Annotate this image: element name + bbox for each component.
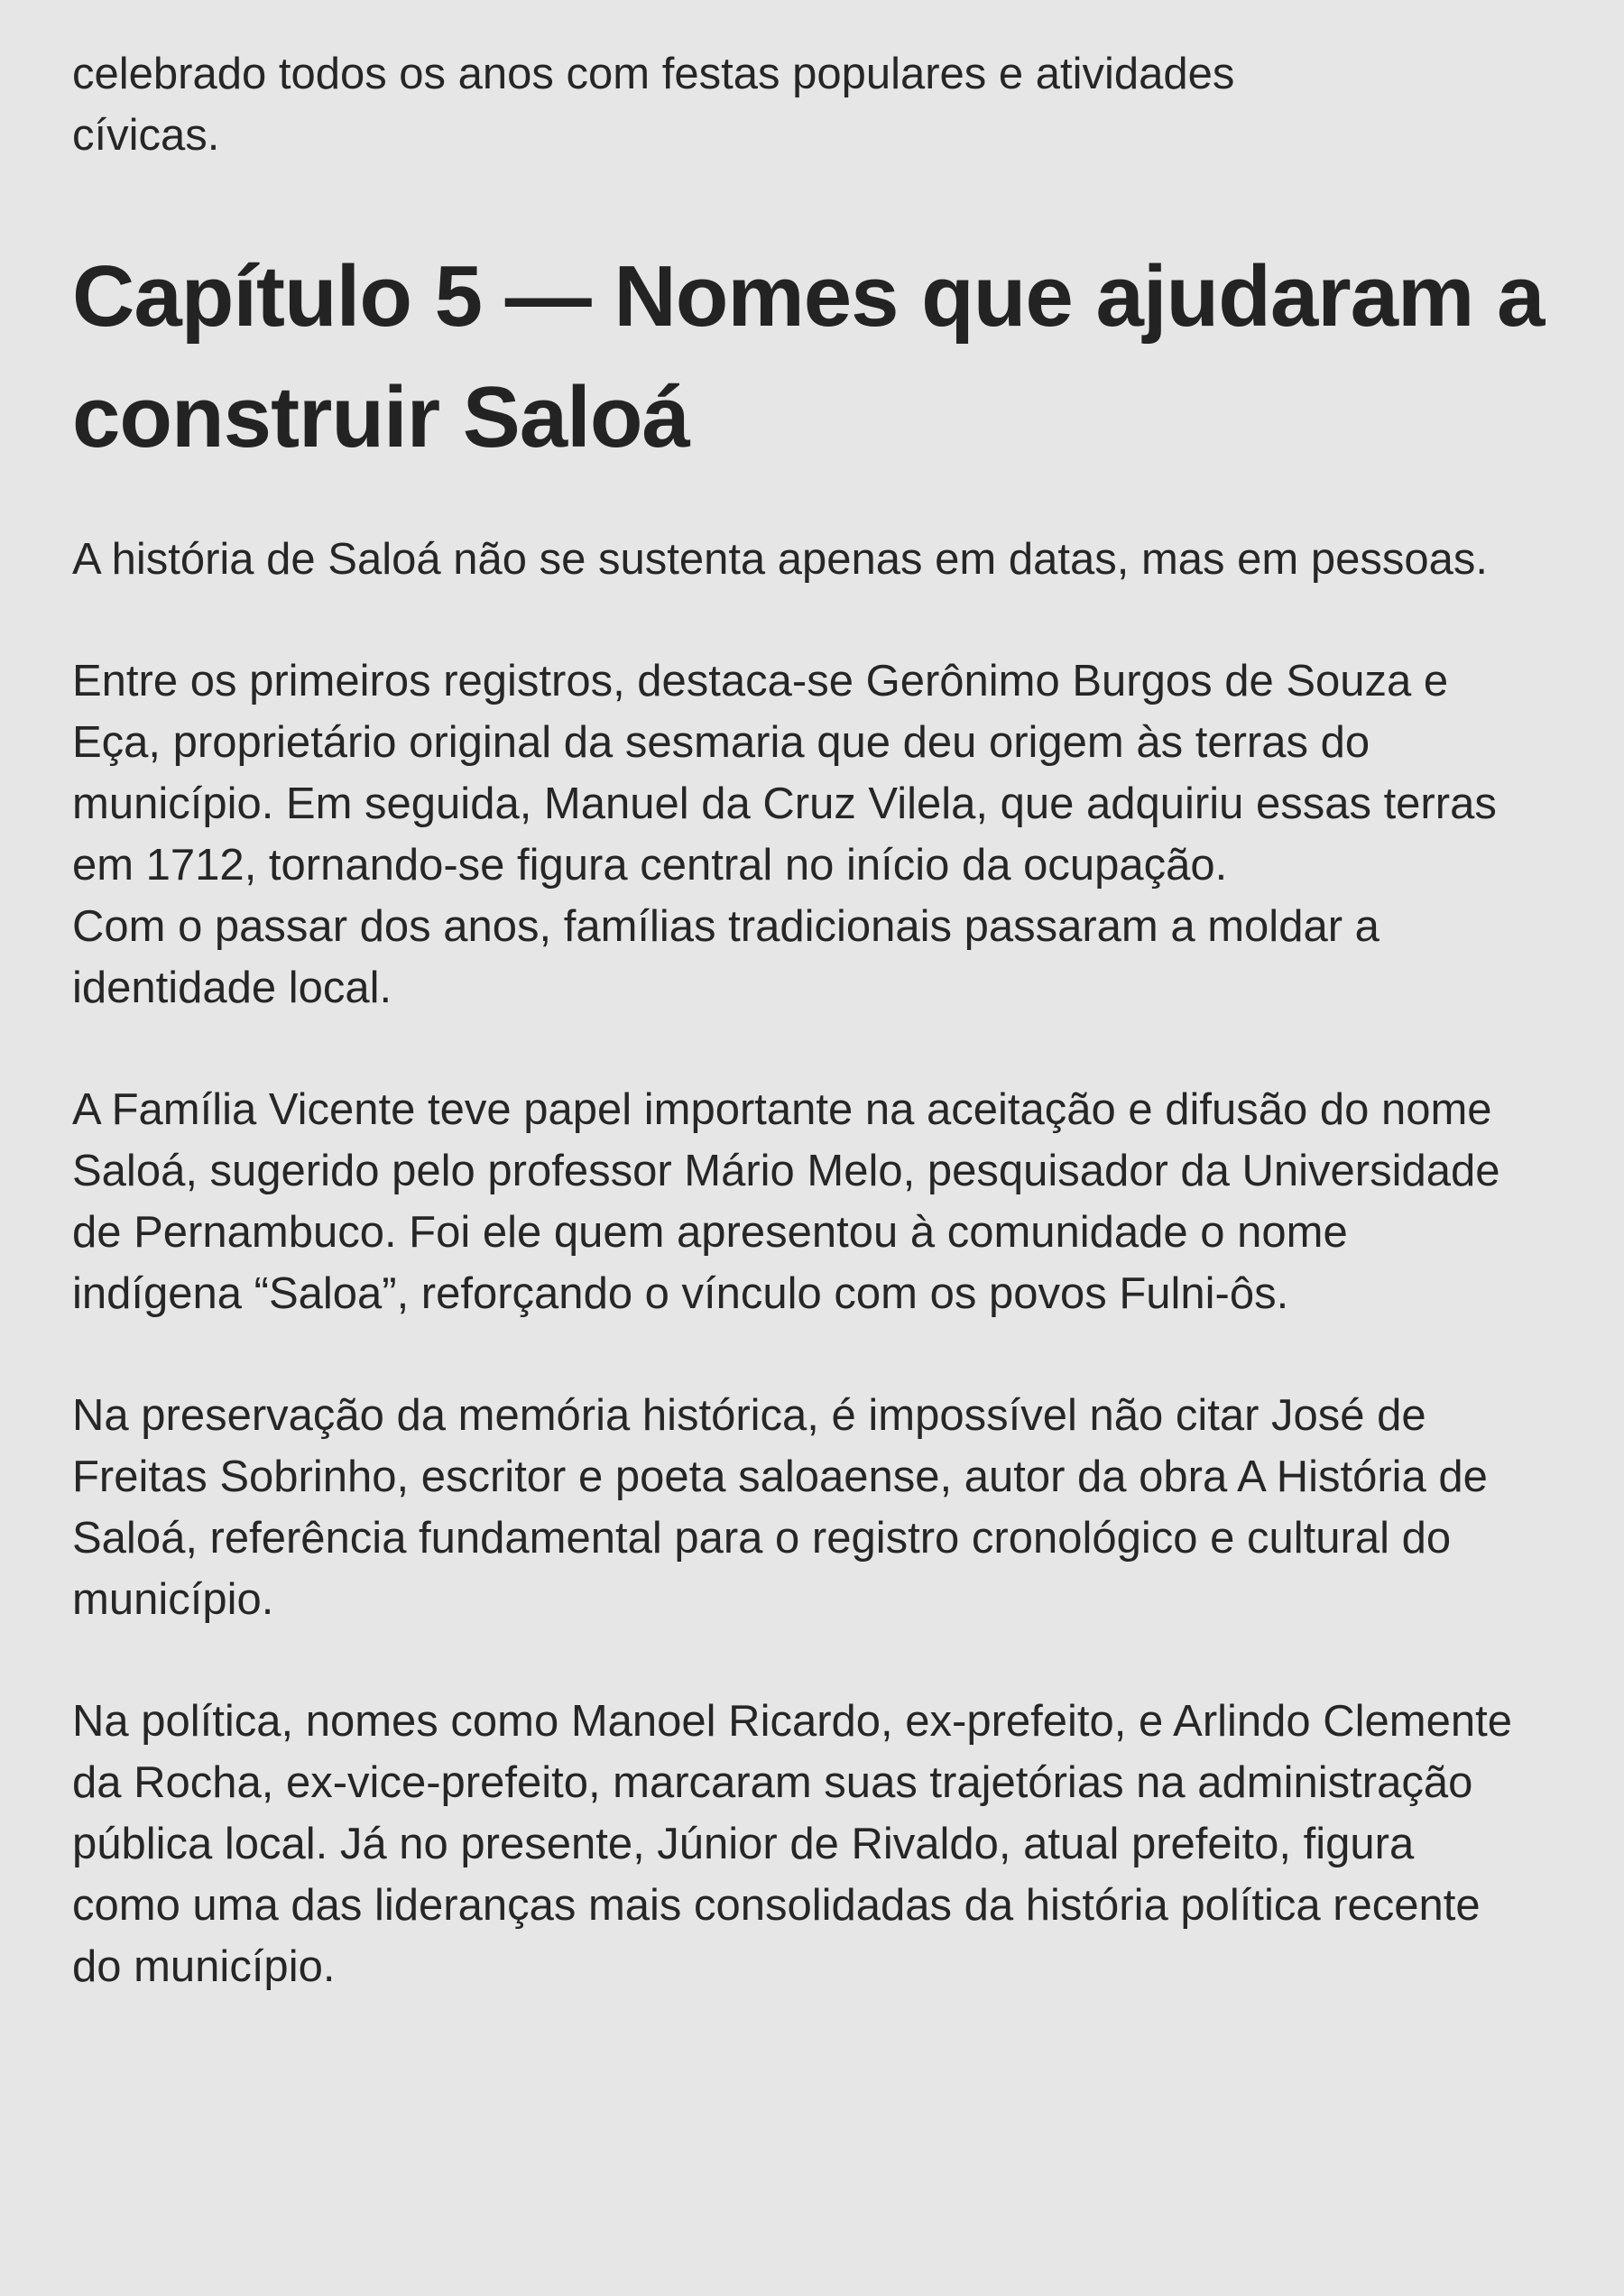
paragraph-familia-vicente: A Família Vicente teve papel importante na aceitação e difusão do nome Saloá, sugerido pelo professor Mário Melo, pesquisador da Universidade de Pernambuco. Foi ele quem apresentou à comunidade o nome indígena “Saloa”, reforçando o vínculo com os povos Fulni-ôs. <box>72 1085 1500 1318</box>
previous-paragraph-continuation: celebrado todos os anos com festas populares e atividades cívicas. <box>72 50 1235 160</box>
paragraph-politica: Na política, nomes como Manoel Ricardo, ex-prefeito, e Arlindo Clemente da Rocha, ex-vice-prefeito, marcaram suas trajetórias na administração pública local. Já no presente, Júnior de Rivaldo, atual prefeito, figura como uma das lideranças mais consolidadas da história política recente do município. <box>72 1697 1512 1991</box>
chapter-title: Capítulo 5 — Nomes que ajudaram a construir Saloá <box>72 248 1545 466</box>
paragraph-first-records: Entre os primeiros registros, destaca-se Gerônimo Burgos de Souza e Eça, proprietário original da sesmaria que deu origem às terras do município. Em seguida, Manuel da Cruz Vilela, que adquiriu essas terras em 1712, tornando-se figura central no início da ocupação. Com o passar dos anos, famílias tradicionais passaram a moldar a identidade local. <box>72 657 1497 1012</box>
paragraph-memoria-historica: Na preservação da memória histórica, é impossível não citar José de Freitas Sobrinho, escritor e poeta saloaense, autor da obra A História de Saloá, referência fundamental para o registro cronológico e cultural do município. <box>72 1391 1488 1624</box>
paragraph-intro: A história de Saloá não se sustenta apenas em datas, mas em pessoas. <box>72 535 1488 584</box>
